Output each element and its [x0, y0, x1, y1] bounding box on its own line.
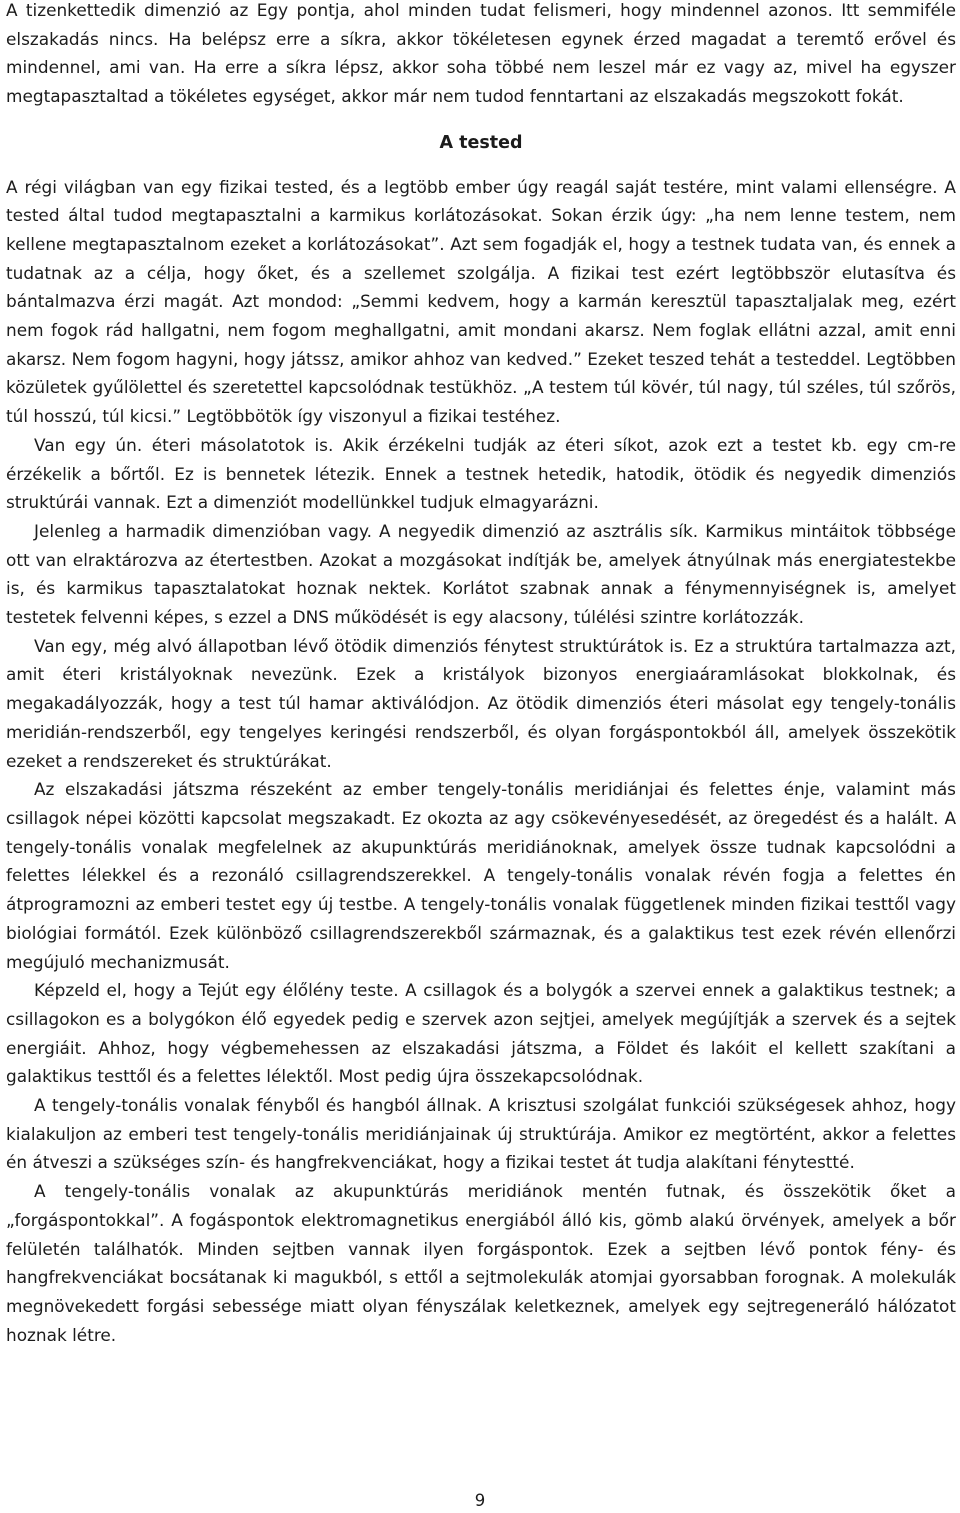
- body-paragraph: A régi világban van egy fizikai tested, és a legtöbb ember úgy reagál saját testére, mint valami ellenségre. A tested által tudod megtapasztalni a karmikus korlátozásokat. Sokan érzik úgy: „ha nem lenne testem, nem kellene megtapasztalnom ezeket a korlátozásokat”. Azt sem fogadják el, hogy a testnek tudata van, és ennek a tudatnak az a célja, hogy őket, és a szellemet szolgálja. A fizikai test ezért legtöbbször elutasítva és bántalmazva érzi magát. Azt mondod: „Semmi kedvem, hogy a karmán keresztül tapasztaljalak meg, ezért nem fogok rád hallgatni, nem fogom meghallgatni, amit mondani akarsz. Nem foglak ellátni azzal, amit enni akarsz. Nem fogom hagyni, hogy játssz, amikor ahhoz van kedved.” Ezeket teszed tehát a testeddel. Legtöbben közületek gyűlölettel és szeretettel kapcsolódnak testükhöz. „A testem túl kövér, túl nagy, túl széles, túl szőrös, túl hosszú, túl kicsi.” Legtöbbötök így viszonyul a fizikai testéhez.: [6, 176, 956, 427]
- section-title: A tested: [439, 132, 523, 153]
- body-paragraph: A tengely-tonális vonalak az akupunktúrás meridiánok mentén futnak, és összekötik őket a „forgáspontokkal”. A fogáspontok elektromagnetikus energiából álló kis, gömb alakú örvények, amelyek a bőr felületén találhatók. Minden sejtben vannak ilyen forgáspontok. Ezek a sejtben lévő pontok fény- és hangfrekvenciákat bocsátanak ki magukból, s ettől a sejtmolekulák atomjai gyorsabban forognak. A molekulák megnövekedett forgási sebessége miatt olyan fényszálak keletkeznek, amelyek egy sejtregeneráló hálózatot hoznak létre.: [6, 1181, 956, 1345]
- page-number: 9: [474, 1491, 486, 1510]
- body-paragraph: Van egy ún. éteri másolatotok is. Akik érzékelni tudják az éteri síkot, azok ezt a testet kb. egy cm-re érzékelik a bőrtől. Ez is bennetek létezik. Ennek a testnek hetedik, hatodik, ötödik és negyedik dimenziós struktúrái vannak. Ezt a dimenziót modellünkkel tudjuk elmagyarázni.: [6, 434, 956, 513]
- document-page: [6, 0, 956, 1349]
- body-paragraph: Képzeld el, hogy a Tejút egy élőlény teste. A csillagok és a bolygók a szervei ennek a galaktikus testnek; a csillagokon es a bolygókon élő egyedek pedig e szervek azon sejtjei, amelyek megújítják a szervek és a sejtek energiáit. Ahhoz, hogy végbemehessen az elszakadási játszma, a Földet és lakóit el kellett szakítani a galaktikus testtől és a felettes lélektől. Most pedig újra összekapcsolódnak.: [6, 980, 956, 1087]
- body-paragraph: Jelenleg a harmadik dimenzióban vagy. A negyedik dimenzió az asztrális sík. Karmikus mintáitok többsége ott van elraktározva az étertestben. Azokat a mozgásokat indítják be, amelyek átnyúlnak más energiatestekbe is, és karmikus tapasztalatokat hoznak nektek. Korlátot szabnak annak a fénymennyiségnek is, amelyet testetek felvenni képes, s ezzel a DNS működését is egy alacsony, túlélési szintre korlátozzák.: [6, 520, 956, 628]
- body-paragraph: A tengely-tonális vonalak fényből és hangból állnak. A krisztusi szolgálat funkciói szükségesek ahhoz, hogy kialakuljon az emberi test tengely-tonális meridiánjainak új struktúrája. Amikor ez megtörtént, akkor a felettes én átveszi a szükséges szín- és hangfrekvenciákat, hogy a fizikai testet át tudja alakítani fénytestté.: [6, 1095, 956, 1173]
- intro-paragraph: A tizenkettedik dimenzió az Egy pontja, ahol minden tudat felismeri, hogy mindennel azonos. Itt semmiféle elszakadás nincs. Ha belépsz erre a síkra, akkor tökéletesen egynek érzed magadat a teremtő erővel és mindennel, ami van. Ha erre a síkra lépsz, akkor soha többé nem leszel már ez vagy az, mivel ha egyszer megtapasztaltad a tökéletes egységet, akkor már nem tudod fenntartani az elszakadás megszokott fokát.: [6, 0, 956, 107]
- body-paragraph: Az elszakadási játszma részeként az ember tengely-tonális meridiánjai és felettes énje, valamint más csillagok népei közötti kapcsolat megszakadt. Ez okozta az agy csökevényesedését, az öregedést és a halált. A tengely-tonális vonalak megfelelnek az akupunktúrás meridiánoknak, amelyek össze tudnak kapcsolódni a felettes lélekkel és a rezonáló csillagrendszerekkel. A tengely-tonális vonalak révén fogja a felettes én átprogramozni az emberi testet egy új testbe. A tengely-tonális vonalak függetlenek minden fizikai testtől vagy biológiai formától. Ezek különböző csillagrendszerekből származnak, és a galaktikus test ezek révén ellenőrzi megújuló mechanizmusát.: [6, 779, 956, 972]
- body-paragraph: Van egy, még alvó állapotban lévő ötödik dimenziós fénytest struktúrátok is. Ez a struktúra tartalmazza azt, amit éteri kristályoknak nevezünk. Ezek a kristályok bizonyos energiaáramlásokat blokkolnak, és megakadályozzák, hogy a test túl hamar aktiválódjon. Az ötödik dimenziós éteri másolat egy tengely-tonális meridián-rendszerből, egy tengelyes keringési rendszerből, és olyan forgáspontokból áll, amelyek összekötik ezeket a rendszereket és struktúrákat.: [6, 635, 956, 771]
